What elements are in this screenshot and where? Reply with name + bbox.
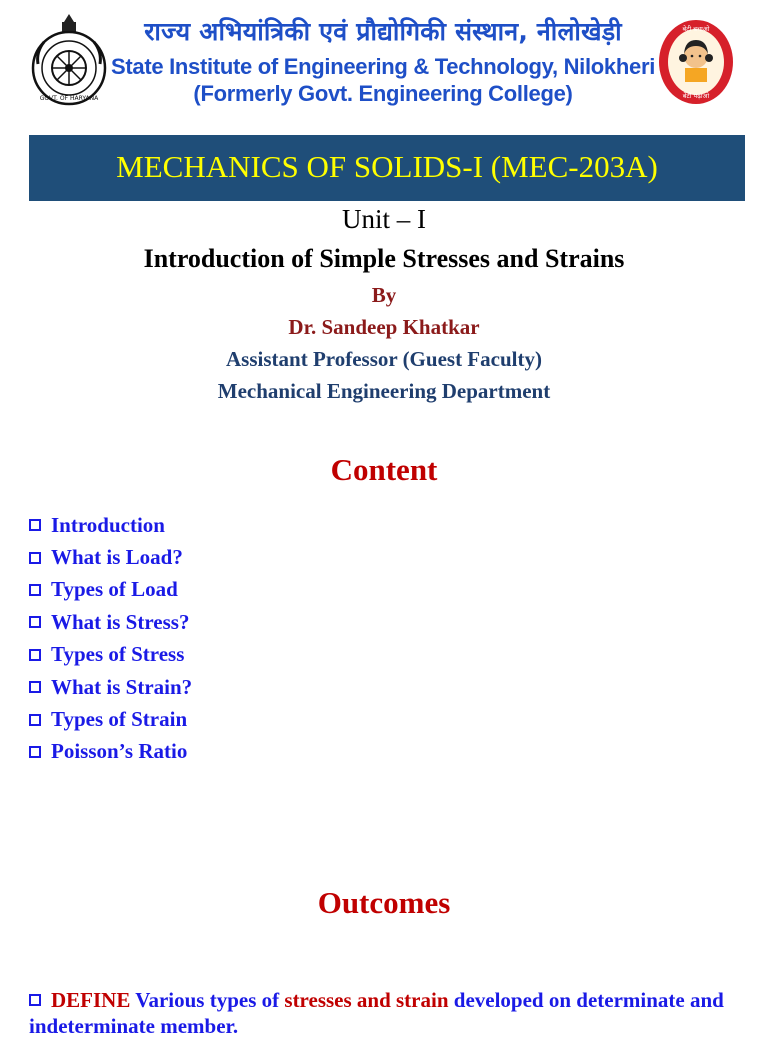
- checkbox-bullet-icon: [29, 552, 41, 564]
- checkbox-bullet-icon: [29, 519, 41, 531]
- list-item: [29, 736, 192, 768]
- checkbox-bullet-icon: [29, 994, 41, 1006]
- course-title-banner: [29, 135, 745, 201]
- list-item: [29, 509, 192, 541]
- outcome-text-part2: developed on determinate and indeterminate member.: [29, 988, 724, 1038]
- beti-logo-top-text: बेटी बचाओ: [682, 25, 710, 33]
- haryana-emblem-icon: [28, 12, 110, 106]
- checkbox-bullet-icon: [29, 714, 41, 726]
- list-item-label: Types of Stress: [51, 642, 185, 667]
- unit-label: Unit – I: [342, 204, 426, 234]
- outcomes-heading: Outcomes: [317, 885, 451, 920]
- list-item-label: What is Strain?: [51, 674, 193, 699]
- topic-title: Introduction of Simple Stresses and Strains: [143, 244, 625, 273]
- list-item: [29, 541, 192, 573]
- outcome-verb: DEFINE: [51, 988, 131, 1012]
- content-list: [29, 509, 192, 768]
- checkbox-bullet-icon: [29, 681, 41, 693]
- beti-logo-bottom-text: बेटी पढ़ाओ: [682, 92, 710, 100]
- outcome-highlight: stresses and strain: [284, 988, 449, 1012]
- checkbox-bullet-icon: [29, 649, 41, 661]
- emblem-ring-text: GOVT. OF HARYANA: [39, 95, 99, 102]
- content-heading: Content: [330, 452, 438, 487]
- list-item: [29, 574, 192, 606]
- institute-name-english: State Institute of Engineering & Technology, Nilokheri: [110, 54, 656, 79]
- list-item: [29, 639, 192, 671]
- list-item-label: Types of Load: [51, 577, 178, 602]
- by-label: By: [371, 283, 397, 307]
- list-item-label: Types of Strain: [51, 707, 188, 732]
- outcome-item: [29, 987, 749, 1039]
- beti-bachao-logo-icon: [657, 18, 735, 106]
- outcome-text-part1: Various types of: [130, 988, 285, 1012]
- checkbox-bullet-icon: [29, 746, 41, 758]
- course-title: MECHANICS OF SOLIDS-I (MEC-203A): [116, 149, 658, 184]
- institute-former-name: (Formerly Govt. Engineering College): [193, 81, 573, 106]
- author-department: Mechanical Engineering Department: [217, 379, 551, 403]
- list-item-label: Poisson’s Ratio: [51, 739, 188, 764]
- institute-name-hindi: राज्य अभियांत्रिकी एवं प्रौद्योगिकी संस्थान, नीलोखेड़ी: [144, 17, 622, 46]
- checkbox-bullet-icon: [29, 616, 41, 628]
- checkbox-bullet-icon: [29, 584, 41, 596]
- list-item: [29, 703, 192, 735]
- author-designation: Assistant Professor (Guest Faculty): [226, 347, 542, 371]
- list-item: [29, 671, 192, 703]
- list-item-label: Introduction: [51, 512, 165, 537]
- list-item-label: What is Load?: [51, 545, 183, 570]
- list-item: [29, 606, 192, 638]
- list-item-label: What is Stress?: [51, 609, 190, 634]
- author-name: Dr. Sandeep Khatkar: [288, 315, 480, 339]
